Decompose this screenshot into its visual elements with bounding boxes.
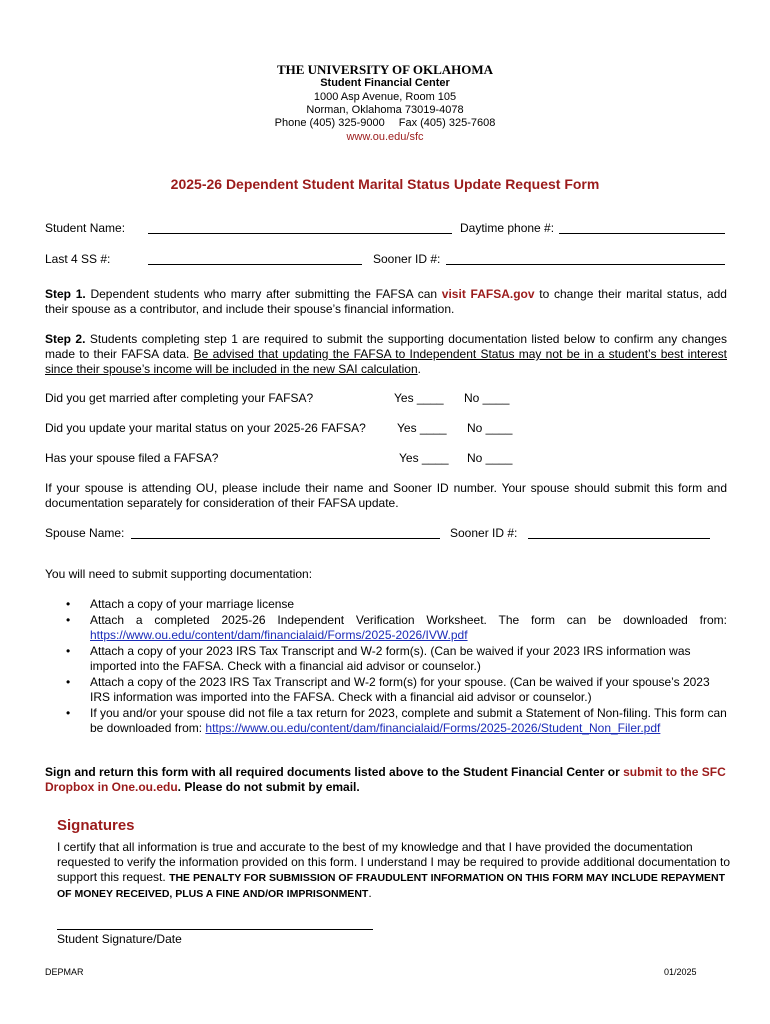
fax-number: Fax (405) 325-7608 bbox=[398, 117, 496, 129]
signature-label: Student Signature/Date bbox=[57, 932, 182, 946]
step1-paragraph bbox=[45, 287, 727, 317]
doc-item-verification-worksheet bbox=[45, 613, 727, 643]
question-updated-status-no[interactable]: No ____ bbox=[467, 421, 513, 435]
university-name: THE UNIVERSITY OF OKLAHOMA bbox=[276, 62, 494, 77]
question-spouse-filed-no[interactable]: No ____ bbox=[467, 451, 513, 465]
sooner-id-label: Sooner ID #: bbox=[373, 252, 441, 266]
doc-item-text: Attach a copy of your 2023 IRS Tax Transcript and W-2 form(s). (Can be waived if your 2023 IRS information was imported into the FAFSA. Check with a financial aid advisor or counselor.) bbox=[90, 644, 691, 673]
website-link[interactable]: www.ou.edu/sfc bbox=[346, 131, 424, 143]
submit-text-b: . Please do not submit by email. bbox=[177, 780, 360, 794]
contact-line bbox=[0, 117, 770, 129]
doc-item-text: Attach a copy of the 2023 IRS Tax Transcript and W-2 form(s) for your spouse. (Can be waived if your spouse’s 2023 IRS information was imported into the FAFSA. Check with a financial aid advisor or counselor.) bbox=[90, 675, 710, 704]
doc-item-text: Attach a completed 2025-26 Independent Verification Worksheet. The form can be downloaded from: bbox=[90, 613, 727, 627]
ivw-download-link[interactable]: https://www.ou.edu/content/dam/financialaid/Forms/2025-2026/IVW.pdf bbox=[90, 628, 468, 642]
bullet-icon: • bbox=[66, 706, 71, 720]
penalty-end: . bbox=[368, 886, 372, 900]
question-married-no[interactable]: No ____ bbox=[464, 391, 510, 405]
non-filer-download-link[interactable]: https://www.ou.edu/content/dam/financialaid/Forms/2025-2026/Student_Non_Filer.pdf bbox=[205, 721, 661, 735]
step1-text-b: to change their marital status, add their spouse as a contributor, and include their spouse’s financial information. bbox=[45, 287, 727, 316]
question-updated-status-yes[interactable]: Yes ____ bbox=[397, 421, 447, 435]
doc-item-text: Attach a copy of your marriage license bbox=[90, 597, 295, 611]
bullet-icon: • bbox=[66, 597, 71, 611]
office-name: Student Financial Center bbox=[320, 77, 450, 89]
last4-ss-label: Last 4 SS #: bbox=[45, 252, 111, 266]
doc-item-non-filing bbox=[45, 706, 727, 736]
question-spouse-filed-yes[interactable]: Yes ____ bbox=[399, 451, 449, 465]
spouse-name-label: Spouse Name: bbox=[45, 526, 125, 540]
step2-label: Step 2. bbox=[45, 332, 86, 346]
step2-paragraph bbox=[45, 332, 727, 377]
last4-ss-field[interactable] bbox=[148, 264, 362, 265]
submit-text-a: Sign and return this form with all required documents listed above to the Student Financial Center or bbox=[45, 765, 624, 779]
signature-line[interactable] bbox=[57, 929, 373, 930]
address-line-1: 1000 Asp Avenue, Room 105 bbox=[313, 91, 457, 103]
doc-item-tax-transcript bbox=[45, 644, 727, 674]
step1-text-a: Dependent students who marry after submitting the FAFSA can bbox=[85, 287, 442, 301]
bullet-icon: • bbox=[66, 613, 71, 627]
docs-intro: You will need to submit supporting documentation: bbox=[45, 567, 313, 581]
daytime-phone-label: Daytime phone #: bbox=[460, 221, 555, 235]
question-spouse-filed: Has your spouse filed a FAFSA? bbox=[45, 451, 219, 465]
penalty-statement: THE PENALTY FOR SUBMISSION OF FRAUDULENT INFORMATION ON THIS FORM MAY INCLUDE REPAYMENT OF MONEY RECEIVED, PLUS A FINE AND/OR IMPRISONMENT bbox=[57, 872, 725, 900]
phone-number: Phone (405) 325-9000 bbox=[274, 117, 385, 129]
certification-text bbox=[57, 840, 737, 902]
footer-revision-date: 01/2025 bbox=[664, 967, 697, 977]
sooner-id-field[interactable] bbox=[446, 264, 725, 265]
step1-label: Step 1. bbox=[45, 287, 86, 301]
documentation-list bbox=[45, 597, 727, 737]
step2-warning: Be advised that updating the FAFSA to Independent Status may not be in a student’s best interest since their spouse’s income will be included in the new SAI calculation bbox=[45, 347, 728, 376]
question-married: Did you get married after completing your FAFSA? bbox=[45, 391, 314, 405]
step2-text-a: Students completing step 1 are required to submit the supporting documentation listed below to confirm any changes made to their FAFSA data. bbox=[45, 332, 727, 361]
bullet-icon: • bbox=[66, 644, 71, 658]
bullet-icon: • bbox=[66, 675, 71, 689]
footer-form-code: DEPMAR bbox=[45, 967, 84, 977]
fafsa-link[interactable]: visit FAFSA.gov bbox=[441, 287, 535, 301]
address-line-2: Norman, Oklahoma 73019-4078 bbox=[306, 104, 464, 116]
spouse-note: If your spouse is attending OU, please include their name and Sooner ID number. Your spouse should submit this form and documentation separately for consideration of their FAFSA update. bbox=[45, 481, 727, 510]
step2-text-b: . bbox=[417, 362, 421, 376]
doc-item-marriage-license bbox=[45, 597, 727, 612]
submit-instructions bbox=[45, 765, 727, 795]
student-name-field[interactable] bbox=[148, 233, 452, 234]
certify-statement: I certify that all information is true and accurate to the best of my knowledge and that I have provided the documentation requested to verify the information provided on this form. I understand I may be required to provide additional documentation to support this request. bbox=[57, 840, 731, 884]
question-updated-status: Did you update your marital status on your 2025-26 FAFSA? bbox=[45, 421, 366, 435]
doc-item-spouse-tax-transcript bbox=[45, 675, 727, 705]
doc-item-text: If you and/or your spouse did not file a tax return for 2023, complete and submit a Statement of Non-filing. This form can be downloaded from: bbox=[90, 706, 727, 735]
question-married-yes[interactable]: Yes ____ bbox=[394, 391, 444, 405]
form-title: 2025-26 Dependent Student Marital Status Update Request Form bbox=[170, 176, 600, 192]
signatures-heading: Signatures bbox=[57, 817, 135, 834]
sfc-dropbox-link[interactable]: submit to the SFC Dropbox in One.ou.edu bbox=[45, 765, 726, 794]
spouse-sooner-id-label: Sooner ID #: bbox=[450, 526, 518, 540]
spouse-sooner-id-field[interactable] bbox=[528, 538, 710, 539]
spouse-name-field[interactable] bbox=[131, 538, 440, 539]
student-name-label: Student Name: bbox=[45, 221, 126, 235]
daytime-phone-field[interactable] bbox=[559, 233, 725, 234]
